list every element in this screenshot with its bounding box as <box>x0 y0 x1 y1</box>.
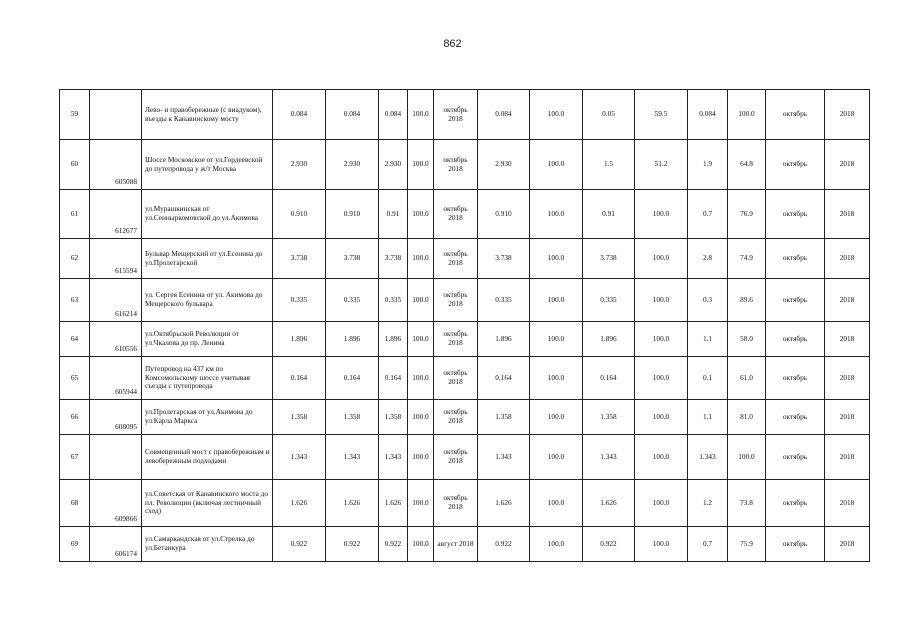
length-cell: 1.5 <box>583 140 635 190</box>
length-cell: 1.626 <box>273 480 326 527</box>
road-code-cell: 615594 <box>90 239 142 279</box>
length-cell: 0.335 <box>478 279 530 322</box>
percent-cell: 81.0 <box>728 400 766 435</box>
table-row <box>60 435 870 480</box>
length-cell: 0.910 <box>478 190 530 239</box>
percent-cell: 73.8 <box>728 480 766 527</box>
percent-cell: 100.0 <box>408 90 434 140</box>
road-code-cell: 616214 <box>90 279 142 322</box>
percent-cell: 59.5 <box>635 90 688 140</box>
year-cell: 2018 <box>825 279 870 322</box>
row-number-cell: 60 <box>60 140 90 190</box>
completion-date-cell: август 2018 <box>434 527 478 562</box>
percent-cell: 100.0 <box>408 140 434 190</box>
completion-date-cell: октябрь 2018 <box>434 357 478 400</box>
length-cell: 1.358 <box>273 400 326 435</box>
year-cell: 2018 <box>825 190 870 239</box>
length-cell: 1.343 <box>379 435 408 480</box>
length-cell: 1.626 <box>326 480 379 527</box>
percent-cell: 100.0 <box>635 190 688 239</box>
percent-cell: 100.0 <box>728 90 766 140</box>
percent-cell: 74.9 <box>728 239 766 279</box>
length-cell: 0.7 <box>688 190 728 239</box>
road-description-cell: ул.Пролетарская от ул.Акимова до ул.Карла Маркса <box>142 400 273 435</box>
road-description-cell: Лево- и правобережные (с виадуком), въезды к Канавинскому мосту <box>142 90 273 140</box>
length-cell: 1.358 <box>379 400 408 435</box>
length-cell: 3.738 <box>583 239 635 279</box>
completion-date-cell: октябрь 2018 <box>434 190 478 239</box>
length-cell: 0.335 <box>326 279 379 322</box>
table-row <box>60 322 870 357</box>
length-cell: 0.084 <box>379 90 408 140</box>
percent-cell: 61.0 <box>728 357 766 400</box>
road-code-cell: 605944 <box>90 357 142 400</box>
length-cell: 0.164 <box>326 357 379 400</box>
length-cell: 1.343 <box>273 435 326 480</box>
percent-cell: 100.0 <box>530 527 583 562</box>
percent-cell: 100.0 <box>530 357 583 400</box>
road-code-cell <box>90 435 142 480</box>
percent-cell: 100.0 <box>530 279 583 322</box>
length-cell: 1.626 <box>583 480 635 527</box>
month-cell: октябрь <box>766 357 825 400</box>
length-cell: 1.343 <box>478 435 530 480</box>
road-repair-table <box>59 89 870 562</box>
month-cell: октябрь <box>766 435 825 480</box>
row-number-cell: 62 <box>60 239 90 279</box>
road-description-cell: Совмещенный мост с правобережным и левобережным подходами <box>142 435 273 480</box>
length-cell: 0.164 <box>273 357 326 400</box>
percent-cell: 100.0 <box>635 322 688 357</box>
length-cell: 1.343 <box>583 435 635 480</box>
length-cell: 3.738 <box>273 239 326 279</box>
percent-cell: 100.0 <box>530 239 583 279</box>
percent-cell: 76.9 <box>728 190 766 239</box>
length-cell: 1.626 <box>478 480 530 527</box>
length-cell: 0.164 <box>583 357 635 400</box>
percent-cell: 89.6 <box>728 279 766 322</box>
completion-date-cell: октябрь 2018 <box>434 90 478 140</box>
length-cell: 0.922 <box>326 527 379 562</box>
month-cell: октябрь <box>766 322 825 357</box>
year-cell: 2018 <box>825 480 870 527</box>
percent-cell: 100.0 <box>408 435 434 480</box>
row-number-cell: 65 <box>60 357 90 400</box>
road-description-cell: ул.Мурашкинская от ул.Сенныркомовской до ул.Акимова <box>142 190 273 239</box>
year-cell: 2018 <box>825 322 870 357</box>
length-cell: 0.922 <box>273 527 326 562</box>
year-cell: 2018 <box>825 90 870 140</box>
length-cell: 0.164 <box>379 357 408 400</box>
length-cell: 0.922 <box>478 527 530 562</box>
percent-cell: 100.0 <box>530 90 583 140</box>
road-description-cell: ул.Самаркандская от ул.Стрелка до ул.Бетанкура <box>142 527 273 562</box>
length-cell: 2.8 <box>688 239 728 279</box>
percent-cell: 100.0 <box>635 527 688 562</box>
length-cell: 1.896 <box>326 322 379 357</box>
row-number-cell: 59 <box>60 90 90 140</box>
year-cell: 2018 <box>825 400 870 435</box>
table-row <box>60 140 870 190</box>
length-cell: 2.930 <box>326 140 379 190</box>
length-cell: 0.91 <box>379 190 408 239</box>
length-cell: 3.738 <box>326 239 379 279</box>
table-row <box>60 239 870 279</box>
percent-cell: 100.0 <box>635 357 688 400</box>
length-cell: 0.922 <box>583 527 635 562</box>
row-number-cell: 68 <box>60 480 90 527</box>
length-cell: 0.91 <box>583 190 635 239</box>
percent-cell: 64.8 <box>728 140 766 190</box>
length-cell: 1.626 <box>379 480 408 527</box>
completion-date-cell: октябрь 2018 <box>434 279 478 322</box>
month-cell: октябрь <box>766 190 825 239</box>
table-row <box>60 480 870 527</box>
length-cell: 0.084 <box>273 90 326 140</box>
completion-date-cell: октябрь 2018 <box>434 239 478 279</box>
percent-cell: 100.0 <box>530 435 583 480</box>
road-description-cell: ул. Сергея Есенина от ул. Акимова до Мещерского бульвара <box>142 279 273 322</box>
length-cell: 0.922 <box>379 527 408 562</box>
length-cell: 1.896 <box>478 322 530 357</box>
percent-cell: 100.0 <box>635 279 688 322</box>
percent-cell: 100.0 <box>728 435 766 480</box>
month-cell: октябрь <box>766 400 825 435</box>
length-cell: 1.343 <box>688 435 728 480</box>
length-cell: 0.05 <box>583 90 635 140</box>
length-cell: 0.335 <box>273 279 326 322</box>
road-description-cell: ул.Октябрьской Революции от ул.Чкалова до пр. Ленина <box>142 322 273 357</box>
percent-cell: 100.0 <box>530 190 583 239</box>
length-cell: 1.896 <box>273 322 326 357</box>
month-cell: октябрь <box>766 90 825 140</box>
page-number: 862 <box>443 38 462 50</box>
length-cell: 0.3 <box>688 279 728 322</box>
percent-cell: 51.2 <box>635 140 688 190</box>
length-cell: 1.343 <box>326 435 379 480</box>
length-cell: 3.738 <box>379 239 408 279</box>
percent-cell: 100.0 <box>635 400 688 435</box>
road-code-cell: 605088 <box>90 140 142 190</box>
percent-cell: 100.0 <box>408 400 434 435</box>
completion-date-cell: октябрь 2018 <box>434 400 478 435</box>
length-cell: 1.2 <box>688 480 728 527</box>
year-cell: 2018 <box>825 140 870 190</box>
road-description-cell: ул.Советская от Канавинского моста до пл. Революции (включая лестничный сход) <box>142 480 273 527</box>
length-cell: 0.7 <box>688 527 728 562</box>
row-number-cell: 67 <box>60 435 90 480</box>
month-cell: октябрь <box>766 527 825 562</box>
length-cell: 1.896 <box>583 322 635 357</box>
road-code-cell: 608095 <box>90 400 142 435</box>
month-cell: октябрь <box>766 239 825 279</box>
year-cell: 2018 <box>825 527 870 562</box>
row-number-cell: 61 <box>60 190 90 239</box>
percent-cell: 100.0 <box>408 322 434 357</box>
length-cell: 0.1 <box>688 357 728 400</box>
month-cell: октябрь <box>766 279 825 322</box>
percent-cell: 100.0 <box>530 400 583 435</box>
percent-cell: 100.0 <box>530 140 583 190</box>
road-description-cell: Шоссе Московское от ул.Гордеевской до путепровода у ж/т Москва <box>142 140 273 190</box>
road-code-cell: 609866 <box>90 480 142 527</box>
length-cell: 0.084 <box>688 90 728 140</box>
road-code-cell: 610556 <box>90 322 142 357</box>
length-cell: 1.896 <box>379 322 408 357</box>
completion-date-cell: октябрь 2018 <box>434 480 478 527</box>
table-row <box>60 527 870 562</box>
length-cell: 0.164 <box>478 357 530 400</box>
length-cell: 1.358 <box>583 400 635 435</box>
length-cell: 2.930 <box>379 140 408 190</box>
row-number-cell: 63 <box>60 279 90 322</box>
length-cell: 0.084 <box>478 90 530 140</box>
percent-cell: 100.0 <box>635 435 688 480</box>
length-cell: 2.930 <box>478 140 530 190</box>
year-cell: 2018 <box>825 239 870 279</box>
table-row <box>60 190 870 239</box>
row-number-cell: 66 <box>60 400 90 435</box>
percent-cell: 100.0 <box>635 480 688 527</box>
length-cell: 1.358 <box>478 400 530 435</box>
length-cell: 1.1 <box>688 400 728 435</box>
road-code-cell: 606174 <box>90 527 142 562</box>
length-cell: 0.910 <box>273 190 326 239</box>
percent-cell: 75.9 <box>728 527 766 562</box>
length-cell: 1.1 <box>688 322 728 357</box>
percent-cell: 58.0 <box>728 322 766 357</box>
percent-cell: 100.0 <box>408 279 434 322</box>
row-number-cell: 64 <box>60 322 90 357</box>
percent-cell: 100.0 <box>530 480 583 527</box>
table-row <box>60 400 870 435</box>
road-code-cell <box>90 90 142 140</box>
month-cell: октябрь <box>766 480 825 527</box>
table-row <box>60 279 870 322</box>
table-row <box>60 90 870 140</box>
length-cell: 2.930 <box>273 140 326 190</box>
percent-cell: 100.0 <box>408 239 434 279</box>
completion-date-cell: октябрь 2018 <box>434 140 478 190</box>
completion-date-cell: октябрь 2018 <box>434 322 478 357</box>
length-cell: 0.335 <box>583 279 635 322</box>
percent-cell: 100.0 <box>530 322 583 357</box>
year-cell: 2018 <box>825 357 870 400</box>
road-description-cell: Путепровод на 437 км по Комсомольскому шоссе учитывая съезды с путепровода <box>142 357 273 400</box>
length-cell: 1.9 <box>688 140 728 190</box>
road-description-cell: Бульвар Мещерский от ул.Есенина до ул.Пролетарской <box>142 239 273 279</box>
length-cell: 0.910 <box>326 190 379 239</box>
percent-cell: 100.0 <box>408 190 434 239</box>
percent-cell: 100.0 <box>408 357 434 400</box>
percent-cell: 100.0 <box>408 527 434 562</box>
percent-cell: 100.0 <box>408 480 434 527</box>
length-cell: 1.358 <box>326 400 379 435</box>
year-cell: 2018 <box>825 435 870 480</box>
completion-date-cell: октябрь 2018 <box>434 435 478 480</box>
table-row <box>60 357 870 400</box>
row-number-cell: 69 <box>60 527 90 562</box>
length-cell: 0.335 <box>379 279 408 322</box>
length-cell: 0.084 <box>326 90 379 140</box>
percent-cell: 100.0 <box>635 239 688 279</box>
month-cell: октябрь <box>766 140 825 190</box>
length-cell: 3.738 <box>478 239 530 279</box>
road-code-cell: 612677 <box>90 190 142 239</box>
